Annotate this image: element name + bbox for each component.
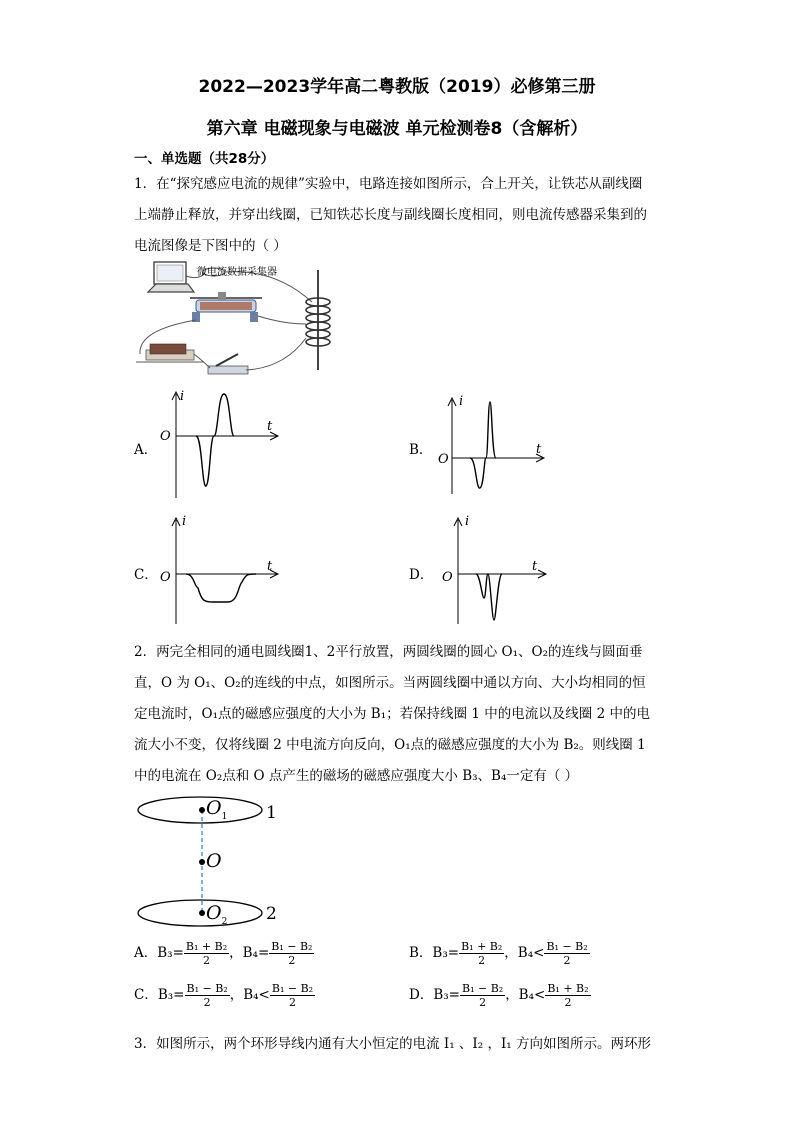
q1-b-axis-t: t xyxy=(536,442,542,457)
q1-d-axis-t: t xyxy=(532,559,538,574)
q2-line-1: 2．两完全相同的通电圆线圈1、2平行放置，两圆线圈的圆心 O₁、O₂的连线与圆面垂 xyxy=(134,644,643,660)
primary-coil xyxy=(136,344,204,362)
q1-b-axis-i: i xyxy=(459,394,464,409)
q1-a-axis-t: t xyxy=(267,419,273,434)
q1-d-axis-i: i xyxy=(465,514,470,529)
q1-c-axis-i: i xyxy=(182,514,187,529)
q1-graph-a xyxy=(156,390,286,500)
q2-line-4: 流大小不变，仅将线圈 2 中电流方向反向，O₁点的磁感应强度的大小为 B₂。则线圈 1 xyxy=(134,737,646,753)
label-o: O xyxy=(206,850,222,872)
q2-line-2: 直，O 为 O₁、O₂的连线的中点，如图所示。当两圆线圈中通以方向、大小均相同的恒 xyxy=(134,675,646,691)
label-o1: $O_1$ xyxy=(206,797,228,822)
laptop-icon xyxy=(148,262,194,292)
label-o2: $O_2$ xyxy=(206,902,228,927)
label-coil-2: 2 xyxy=(266,904,277,924)
q1-line-2: 上端静止释放，并穿出线圈，已知铁芯长度与副线圈长度相同，则电流传感器采集到的 xyxy=(134,207,647,223)
doc-title-line2: 第六章 电磁现象与电磁波 单元检测卷8（含解析） xyxy=(206,119,588,139)
q2-option-a[interactable]: A．B₃= $\frac{\text{B₁ + B₂}}{2}$ ，B₄= $\frac{\text{B₁ − B₂}}{2}$ xyxy=(134,940,313,967)
switch xyxy=(208,354,248,374)
q2-line-3: 定电流时，O₁点的磁感应强度的大小为 B₁；若保持线圈 1 中的电流以及线圈 2 中的电 xyxy=(134,706,650,722)
q1-option-c-label[interactable]: C． xyxy=(134,567,158,583)
label-coil-1: 1 xyxy=(266,803,277,823)
q3-line-1: 3．如图所示，两个环形导线内通有大小恒定的电流 I₁ 、I₂ ，I₁ 方向如图所示。两环形 xyxy=(134,1036,651,1052)
q1-a-axis-i: i xyxy=(180,389,185,404)
q1-line-3: 电流图像是下图中的（ ） xyxy=(134,238,287,254)
q1-b-origin: O xyxy=(438,452,449,467)
q1-c-axis-t: t xyxy=(267,559,273,574)
section-heading: 一、单选题（共28分） xyxy=(134,151,275,167)
rheostat xyxy=(190,292,262,322)
q1-option-d-label[interactable]: D． xyxy=(409,567,434,583)
q2-option-b[interactable]: B．B₃= $\frac{\text{B₁ + B₂}}{2}$ ，B₄< $\frac{\text{B₁ − B₂}}{2}$ xyxy=(409,940,588,967)
doc-title-line1: 2022—2023学年高二粤教版（2019）必修第三册 xyxy=(198,77,596,97)
q1-line-1: 1．在“探究感应电流的规律”实验中，电路连接如图所示，合上开关，让铁芯从副线圈 xyxy=(134,176,643,192)
q2-option-c[interactable]: C．B₃= $\frac{\text{B₁ − B₂}}{2}$ ，B₄< $\frac{\text{B₁ − B₂}}{2}$ xyxy=(134,982,314,1009)
q1-d-origin: O xyxy=(442,570,453,585)
q1-option-b-label[interactable]: B． xyxy=(409,442,433,458)
q1-graph-b xyxy=(430,396,550,496)
q1-option-a-label[interactable]: A． xyxy=(134,442,158,458)
q1-figure-caption: 微电流数据采集器 xyxy=(197,267,277,278)
q1-a-origin: O xyxy=(160,429,171,444)
q2-line-5: 中的电流在 O₂点和 O 点产生的磁场的磁感应强度大小 B₃、B₄一定有（ ） xyxy=(134,768,579,784)
q1-c-origin: O xyxy=(160,570,171,585)
q1-graph-d xyxy=(436,516,556,626)
secondary-coil xyxy=(306,270,330,370)
q2-option-d[interactable]: D．B₃= $\frac{\text{B₁ − B₂}}{2}$ ，B₄< $\frac{\text{B₁ + B₂}}{2}$ xyxy=(409,982,589,1009)
